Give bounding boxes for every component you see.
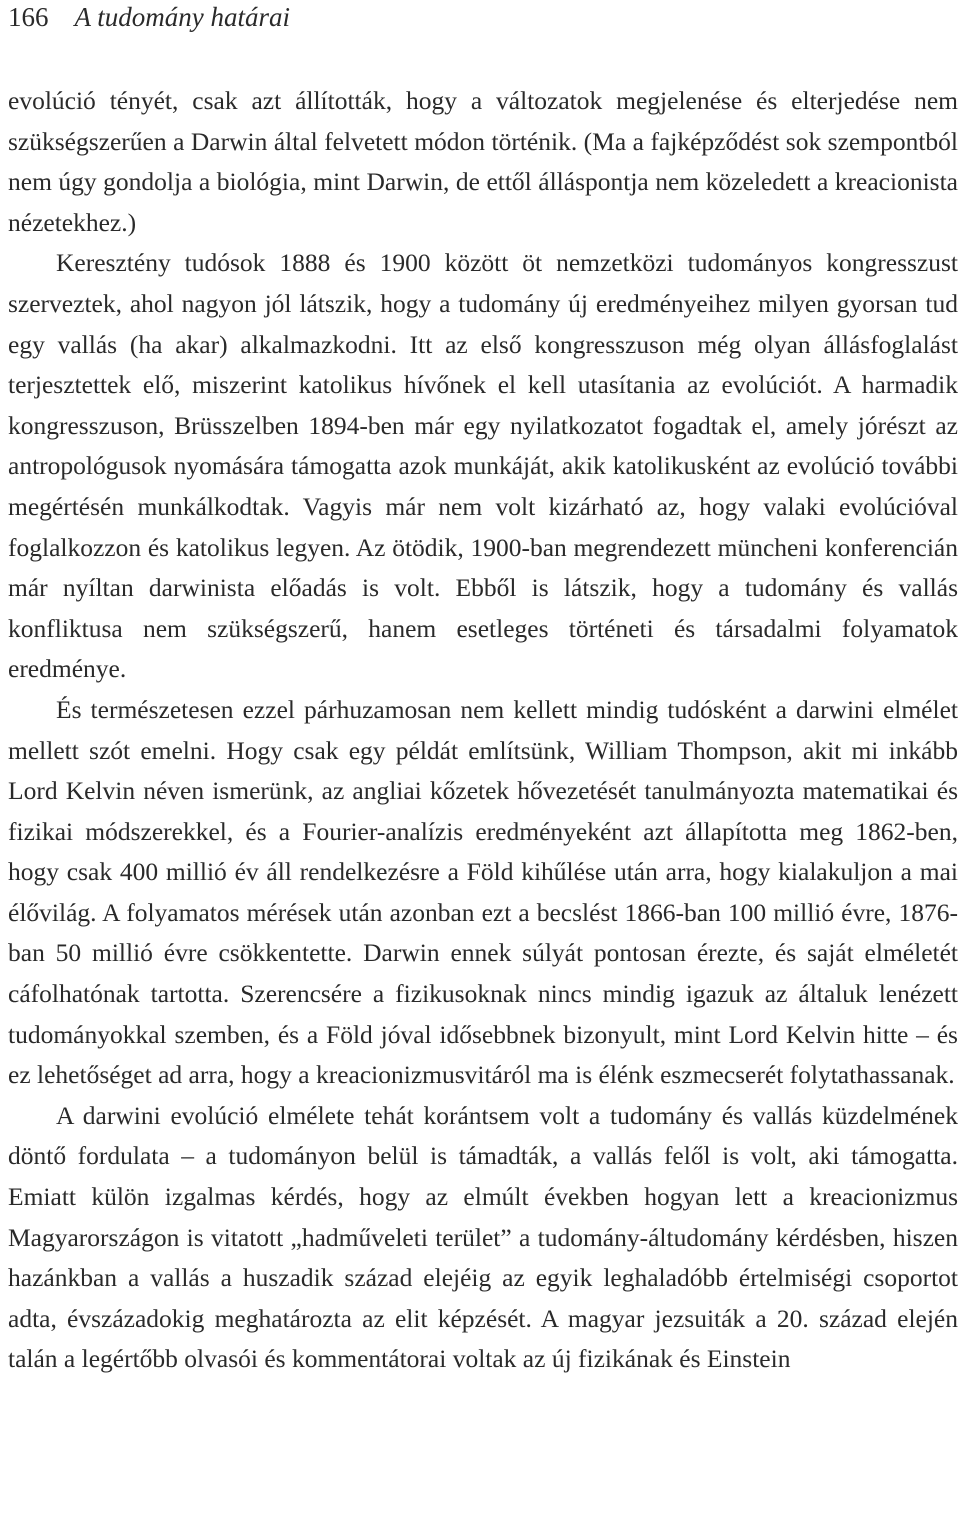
body-text — [8, 81, 958, 1380]
running-title: A tudomány határai — [74, 2, 290, 32]
paragraph-continuation: evolúció tényét, csak azt állították, hogy a változatok megjelenése és elterjedése nem szükségszerűen a Darwin által felvetett módon történik. (Ma a fajképződést sok szempontból nem úgy gondolja a biológia, mint Darwin, de ettől álláspontja nem közeledett a kreacionista nézetekhez.) — [8, 86, 958, 237]
running-header — [8, 2, 290, 32]
page-number: 166 — [8, 2, 49, 32]
paragraph: A darwini evolúció elmélete tehát korántsem volt a tudomány és vallás küzdelmének döntő fordulata – a tudományon belül is támadták, a vallás felől is volt, aki támogatta. Emiatt külön izgalmas kérdés, hogy az elmúlt években hogyan lett a kreacionizmus Magyarországon is vitatott „hadműveleti terület” a tudomány-áltudomány kérdésben, hiszen hazánkban a vallás a huszadik század elejéig az egyik leghaladóbb értelmiségi csoportot adta, évszázadokig meghatározta az elit képzését. A magyar jezsuiták a 20. század elején talán a legértőbb olvasói és kommentátorai voltak az új fizikának és Einstein — [8, 1100, 958, 1374]
paragraph: Keresztény tudósok 1888 és 1900 között öt nemzetközi tudományos kongresszust szerveztek, ahol nagyon jól látszik, hogy a tudomány új eredményeihez milyen gyorsan tud egy vallás (ha akar) alkalmazkodni. Itt az első kongresszuson még olyan állásfoglalást terjesztettek elő, miszerint katolikus hívőnek el kell utasítania az evolúciót. A harmadik kongresszuson, Brüsszelben 1894-ben már egy nyilatkozatot fogadtak el, amely jórészt az antropológusok nyomására támogatta azok munkáját, akik katolikusként az evolúció további megértésén munkálkodtak. Vagyis már nem volt kizárható az, hogy valaki evolúcióval foglalkozzon és katolikus legyen. Az ötödik, 1900-ban megrendezett müncheni konferencián már nyíltan darwinista előadás is volt. Ebből is látszik, hogy a tudomány és vallás konfliktusa nem szükségszerű, hanem esetleges történeti és társadalmi folyamatok eredménye. — [8, 248, 958, 684]
paragraph: És természetesen ezzel párhuzamosan nem kellett mindig tudósként a darwini elmélet mellett szót emelni. Hogy csak egy példát említsünk, William Thompson, akit mi inkább Lord Kelvin néven ismerünk, az angliai kőzetek hővezetését tanulmányozta matematikai és fizikai módszerekkel, és a Fourier-analízis eredményeként azt állapította meg 1862-ben, hogy csak 400 millió év áll rendelkezésre a Föld kihűlése után arra, hogy kialakuljon a mai élővilág. A folyamatos mérések után azonban ezt a becslést 1866-ban 100 millió évre, 1876-ban 50 millió évre csökkentette. Darwin ennek súlyát pontosan érezte, és saját elméletét cáfolhatónak tartotta. Szerencsére a fizikusoknak nincs mindig igazuk az általuk lenézett tudományokkal szemben, és a Föld jóval idősebbnek bizonyult, mint Lord Kelvin hitte – és ez lehetőséget ad arra, hogy a kreacionizmusvitáról ma is élénk eszmecserét folytathassanak. — [8, 694, 958, 1090]
